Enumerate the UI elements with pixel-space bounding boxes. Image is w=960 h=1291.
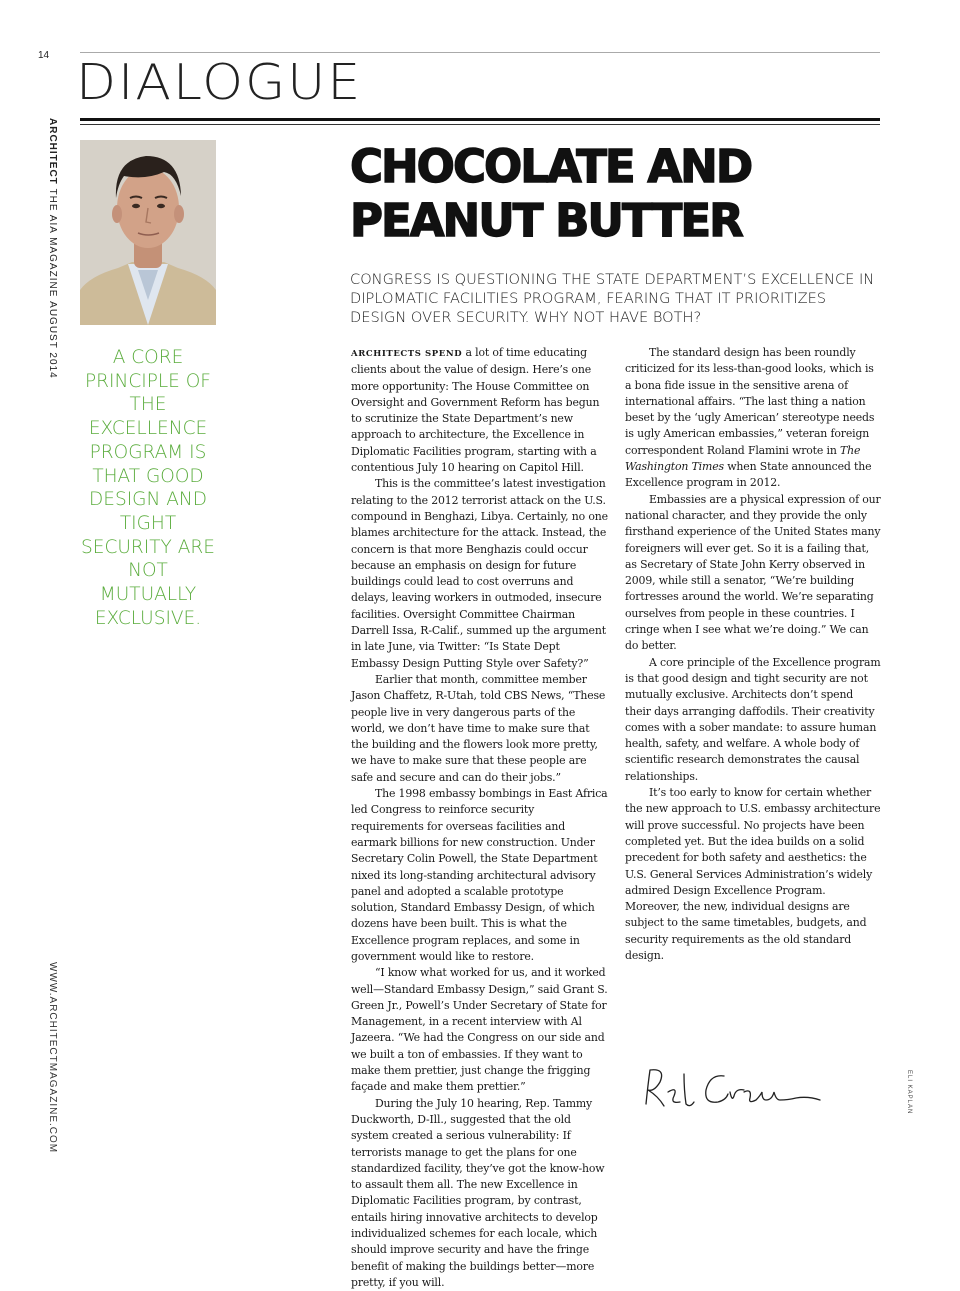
masthead-issue: AUGUST 2014 [47,301,58,379]
article-paragraph: It’s too early to know for certain whether the new approach to U.S. embassy architecture will prove successful. No projects have been completed yet. But the idea builds on a solid precedent for both safety and aesthetics: the U.S. General Services Administration’s widely admired Design Excellence Program. Moreover, the new, individual designs are subject to the same timetables, budgets, and security requirements as the old standard design. [625,786,881,962]
article-paragraph: A core principle of the Excellence program is that good design and tight security are not mutually exclusive. Architects don’t spend their days arranging daffodils. Their creativity comes with a sober mandate: to assure human health, safety, and welfare. A whole body of scientific research demonstrates the causal relationships. [625,655,881,783]
headline-line-1: CHOCOLATE AND [350,140,752,193]
website-url: WWW.ARCHITECTMAGAZINE.COM [47,962,58,1154]
author-portrait-illustration [80,140,216,325]
article-column-1 [351,345,609,1291]
lead-in: ARCHITECTS SPEND [351,349,463,359]
paragraph-1-text: a lot of time educating clients about the value of design. Here’s one more opportunity: The House Committee on Oversight and Government Reform has begun to scrutinize the State Department’s new approach to architecture, the Excellence in Diplomatic Facilities program, starting with a contentious July 10 hearing on Capitol Hill. [351,346,600,475]
author-signature [640,1062,824,1112]
section-divider-thin [80,124,880,125]
headline-line-2: PEANUT BUTTER [350,194,742,247]
article-paragraph [625,345,881,492]
article-paragraph: Embassies are a physical expression of our national character, and they provide the only firsthand experience of the United States many foreigners will ever get. So it is a failing that, as Secretary of State John Kerry observed in 2009, while still a senator, “We’re building fortresses around the world. We’re separating ourselves from people in these countries. I cringe when I see what we’re doing.” We can do better. [625,492,881,653]
article-paragraph: This is the committee’s latest investigation relating to the 2012 terrorist attack on the U.S. compound in Benghazi, Libya. Certainly, no one blames architecture for the attack. Instead, the concern is that more Benghazis could occur because an emphasis on design for future buildings could lead to cost overruns and delays, leaving workers in outmoded, insecure facilities. Oversight Committee Chairman Darrell Issa, R-Calif., summed up the argument in late June, via Twitter: “Is State Dept Embassy Design Putting Style over Safety?” [351,477,608,670]
publication-name: The Washington Times [625,443,861,474]
masthead-subtitle: THE AIA MAGAZINE [47,188,58,298]
article-deck: CONGRESS IS QUESTIONING THE STATE DEPARTMENT’S EXCELLENCE IN DIPLOMATIC FACILITIES PROGRAM, FEARING THAT IT PRIORITIZES DESIGN OVER SECURITY. WHY NOT HAVE BOTH? [350,271,875,326]
article-paragraph: “I know what worked for us, and it worked well—Standard Embassy Design,” said Grant S. Green Jr., Powell’s Under Secretary of State for Management, in a recent interview with Al Jazeera. “We had the Congress on our side and we built a ton of embassies. If they want to make them prettier, just change the frigging façade and make them prettier.” [351,966,608,1094]
article-paragraph: The 1998 embassy bombings in East Africa led Congress to reinforce security requirements for overseas facilities and earmark billions for new construction. Under Secretary Colin Powell, the State Department nixed its long-standing architectural advisory panel and adopted a scalable prototype solution, Standard Embassy Design, of which dozens have been built. This is what the Excellence program replaces, and some in government would like to restore. [351,787,608,963]
section-title: DIALOGUE [76,54,363,112]
article-paragraph [351,345,609,476]
article-headline [350,140,870,248]
article-paragraph: During the July 10 hearing, Rep. Tammy Duckworth, D-Ill., suggested that the old system created a serious vulnerability: If terrorists manage to get the plans for one standardized facility, they’ve got the know-how to assault them all. The new Excellence in Diplomatic Facilities program, by contrast, entails hiring innovative architects to develop individualized schemes for each locale, which should improve security and have the fringe benefit of making the buildings better—more pretty, if you will. [351,1096,605,1289]
photo-credit: ELI KAPLAN [906,1070,912,1115]
article-paragraph: Earlier that month, committee member Jason Chaffetz, R-Utah, told CBS News, “These people live in very dangerous parts of the world, we don’t have time to make sure that the building and the flowers look more pretty, we have to make sure that these people are safe and secure and can do their jobs.” [351,672,606,784]
section-divider-thick [80,118,880,121]
masthead-brand: ARCHITECT [47,118,58,185]
top-divider [80,52,880,53]
vertical-masthead [38,118,58,379]
paragraph-7-text-end: when State announced the Excellence program in 2012. [625,460,872,490]
pull-quote: A CORE PRINCIPLE OF THE EXCELLENCE PROGRAM IS THAT GOOD DESIGN AND TIGHT SECURITY ARE NOT MUTUALLY EXCLUSIVE. [81,347,215,629]
author-portrait [80,140,216,325]
article-column-2 [625,345,881,964]
paragraph-7-text: The standard design has been roundly criticized for its less-than-good looks, which is a bona fide issue in the sensitive arena of international affairs. “The last thing a nation beset by the ‘ugly American’ stereotype needs is ugly American embassies,” veteran foreign correspondent Roland Flamini wrote in [625,346,875,457]
signature-scribble [640,1062,824,1112]
page-number: 14 [38,50,50,61]
